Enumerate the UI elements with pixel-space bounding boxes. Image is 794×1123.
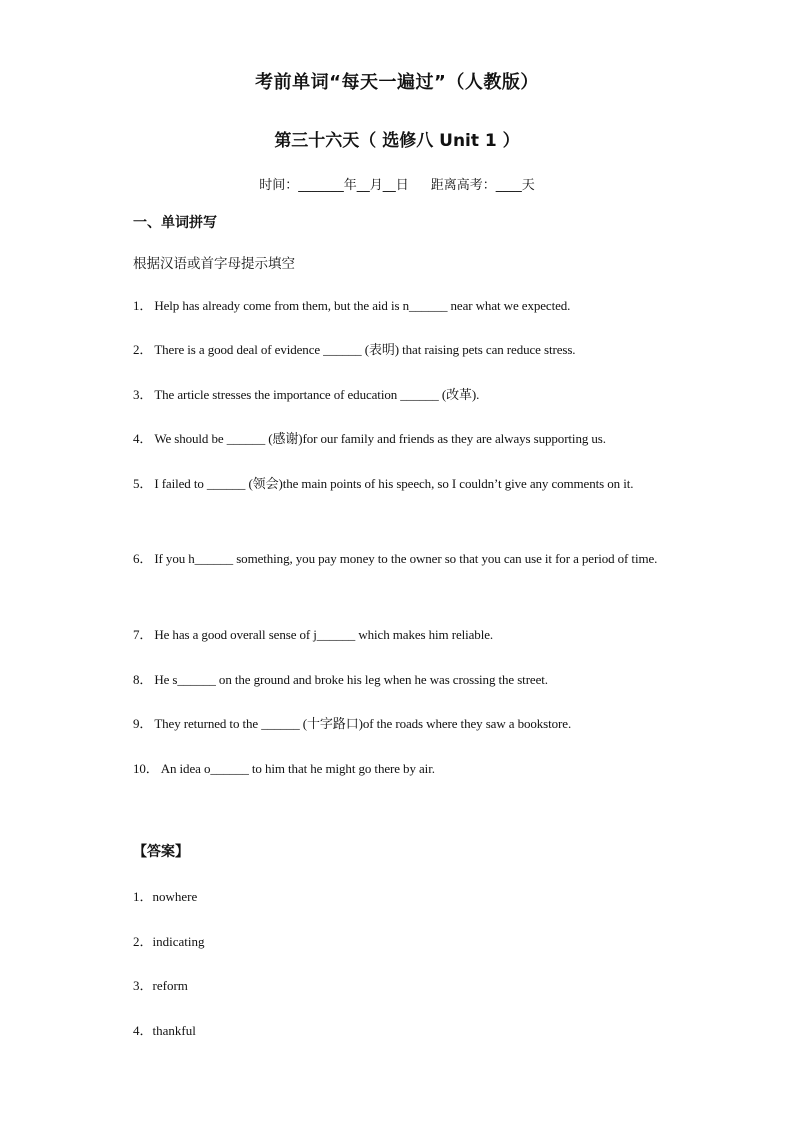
date-line [0, 174, 794, 193]
question-text: There is a good deal of evidence ______ (表明) that raising pets can reduce stress. [154, 342, 576, 357]
answer-number: 4． [133, 1023, 153, 1038]
question-text: The article stresses the importance of education ______ (改革). [154, 387, 480, 402]
question-number: 6． [133, 551, 153, 566]
question-text: They returned to the ______ (十字路口)of the roads where they saw a bookstore. [154, 716, 572, 731]
question-item [133, 753, 663, 784]
question-text: He has a good overall sense of j______ which makes him reliable. [154, 627, 494, 642]
time-label: 时间：_______年__月__日 [259, 178, 409, 193]
question-item [133, 468, 663, 499]
question-item [133, 334, 663, 365]
question-number: 3． [133, 387, 153, 402]
question-item [133, 423, 663, 454]
question-number: 8． [133, 672, 153, 687]
question-text: If you h______ something, you pay money to the owner so that you can use it for a period of time. [154, 551, 658, 566]
question-item [133, 708, 663, 739]
section-heading: 一、单词拼写 [133, 215, 217, 231]
question-text: I failed to ______ (领会)the main points of his speech, so I couldn’t give any comments on it. [154, 476, 634, 491]
answer-text: reform [152, 978, 188, 993]
question-number: 1． [133, 298, 153, 313]
answer-item [133, 886, 197, 905]
question-number: 9． [133, 716, 153, 731]
question-item [133, 543, 663, 574]
question-text: We should be ______ (感谢)for our family and friends as they are always supporting us. [154, 431, 606, 446]
answer-text: nowhere [152, 889, 198, 904]
question-item [133, 290, 663, 321]
answer-text: thankful [152, 1023, 196, 1038]
answer-item [133, 931, 205, 950]
answer-number: 1． [133, 889, 153, 904]
answer-number: 2． [133, 934, 153, 949]
question-number: 2． [133, 342, 153, 357]
question-text: An idea o______ to him that he might go there by air. [160, 761, 435, 776]
answer-text: indicating [152, 934, 205, 949]
question-text: Help has already come from them, but the aid is n______ near what we expected. [154, 298, 571, 313]
question-number: 4． [133, 431, 153, 446]
question-number: 10． [133, 761, 159, 776]
question-number: 5． [133, 476, 153, 491]
section-instruction: 根据汉语或首字母提示填空 [133, 256, 295, 272]
question-item [133, 664, 663, 695]
document-title: 考前单词“每天一遍过”（人教版） [255, 72, 539, 93]
answer-item [133, 975, 188, 994]
exam-countdown-label: 距离高考：____天 [430, 178, 535, 193]
question-item [133, 619, 663, 650]
document-subtitle: 第三十六天（ 选修八 Unit 1 ） [274, 131, 520, 151]
answer-heading: 【答案】 [133, 844, 189, 860]
question-item [133, 379, 663, 410]
question-text: He s______ on the ground and broke his leg when he was crossing the street. [154, 672, 548, 687]
answer-number: 3． [133, 978, 153, 993]
answer-item [133, 1020, 196, 1039]
question-number: 7． [133, 627, 153, 642]
